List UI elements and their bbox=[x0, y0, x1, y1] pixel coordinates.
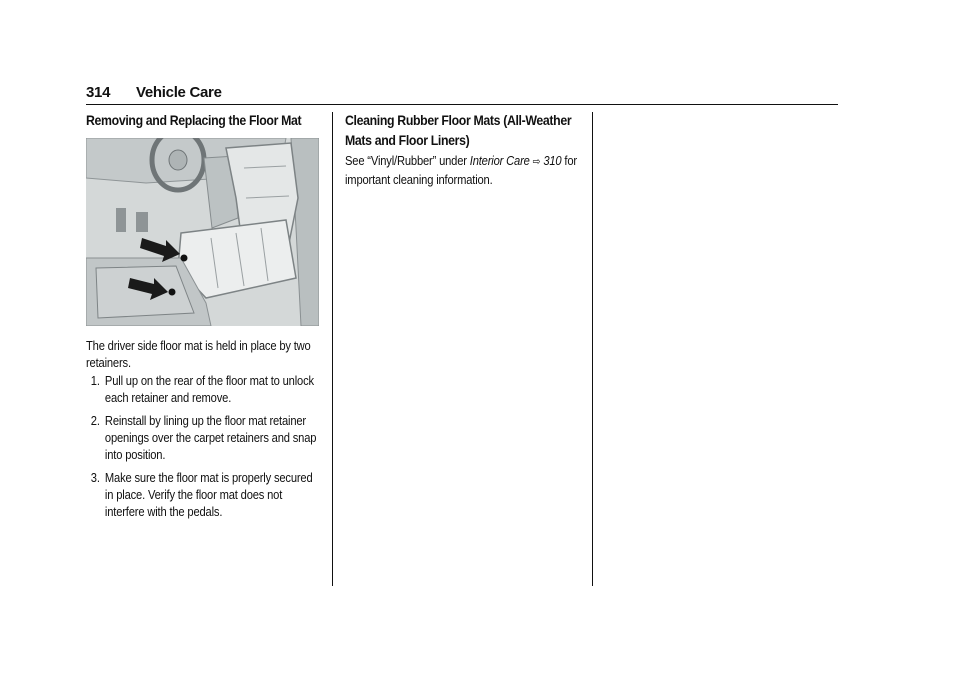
step-number: 2. bbox=[90, 413, 100, 428]
see-suffix: for important cleaning information. bbox=[345, 153, 577, 187]
interior-care-link[interactable]: Interior Care bbox=[469, 153, 530, 168]
floor-mat-illustration bbox=[86, 138, 319, 326]
page-header bbox=[86, 84, 838, 106]
step-number: 3. bbox=[90, 470, 100, 485]
cleaning-rubber-mats-heading: Cleaning Rubber Floor Mats (All-Weather Mats and Floor Liners) bbox=[345, 112, 572, 148]
list-item bbox=[86, 469, 320, 520]
section-title: Vehicle Care bbox=[136, 84, 222, 101]
column-divider bbox=[332, 112, 333, 586]
page-reference[interactable]: 310 bbox=[543, 153, 562, 168]
page-reference-icon: ⇨ bbox=[532, 156, 541, 168]
see-prefix: See “Vinyl/Rubber” under bbox=[345, 153, 470, 168]
step-text: Reinstall by lining up the floor mat retainer openings over the carpet retainers and snap into position. bbox=[104, 413, 317, 462]
list-item bbox=[86, 412, 320, 463]
page-number: 314 bbox=[86, 84, 111, 101]
retainer-intro-paragraph: The driver side floor mat is held in place by two retainers. bbox=[86, 338, 311, 370]
header-rule bbox=[86, 104, 838, 105]
step-number: 1. bbox=[90, 373, 100, 388]
cleaning-reference-paragraph bbox=[345, 152, 594, 188]
floor-mat-steps bbox=[86, 372, 320, 526]
step-text: Pull up on the rear of the floor mat to unlock each retainer and remove. bbox=[104, 373, 314, 405]
list-item bbox=[86, 372, 320, 406]
step-text: Make sure the floor mat is properly secured in place. Verify the floor mat does not interfere with the pedals. bbox=[104, 470, 313, 519]
removing-floor-mat-heading: Removing and Replacing the Floor Mat bbox=[86, 112, 302, 128]
